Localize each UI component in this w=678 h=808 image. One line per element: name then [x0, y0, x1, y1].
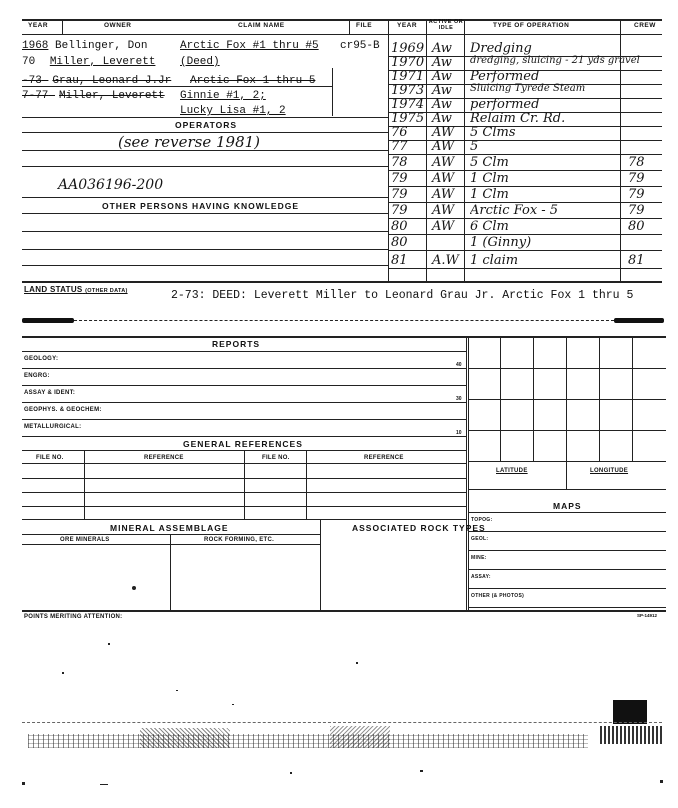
activity-year: 1974	[391, 97, 425, 112]
owner-claim: (Deed)	[180, 56, 220, 68]
report-row-label: GEOLOGY:	[24, 356, 59, 362]
maps-row-label: GEOL:	[471, 536, 489, 542]
activity-crew: 79	[628, 187, 645, 202]
maps-title: MAPS	[553, 501, 582, 511]
activity-status: Aw	[432, 55, 452, 70]
activity-status: Aw	[432, 111, 452, 126]
header-active-idle: ACTIVE OR IDLE	[428, 19, 464, 31]
activity-status: AW	[432, 155, 455, 170]
activity-operation: 5 Clm	[470, 155, 509, 170]
activity-operation: performed	[470, 97, 540, 112]
associated-rock-types: ASSOCIATED ROCK TYPES	[352, 523, 486, 533]
ref-col-file-no-2: FILE NO.	[262, 455, 290, 461]
header-owner: OWNER	[104, 22, 132, 29]
activity-year: 1975	[391, 111, 425, 126]
maps-row-label: ASSAY:	[471, 574, 491, 580]
activity-year: 80	[391, 235, 408, 250]
owner-claim: Arctic Fox #1 thru #5	[180, 40, 319, 52]
activity-operation: 1 Clm	[470, 171, 509, 186]
activity-status: AW	[432, 139, 455, 154]
report-rule	[22, 368, 466, 369]
activity-year: 79	[391, 203, 408, 218]
activity-status: AW	[432, 219, 455, 234]
activity-operation: Relaim Cr. Rd.	[470, 111, 566, 126]
activity-status: AW	[432, 171, 455, 186]
owner-name: Miller, Leverett	[49, 56, 156, 68]
owner-name: Grau, Leonard J.Jr	[52, 75, 172, 87]
activity-status: Aw	[432, 83, 452, 98]
activity-crew: 80	[628, 219, 645, 234]
activity-year: 80	[391, 219, 408, 234]
owner-claim: Ginnie #1, 2;	[180, 90, 266, 102]
activity-crew: 79	[628, 171, 645, 186]
activity-rule	[388, 268, 662, 269]
scan-noise-patch	[140, 728, 230, 748]
maps-rule	[468, 531, 666, 532]
operators-label: OPERATORS	[175, 120, 238, 130]
scan-block	[613, 700, 647, 724]
report-rule	[22, 402, 466, 403]
owner-claim: Arctic Fox 1 thru 5	[190, 75, 316, 87]
maps-row-label: TOPOG:	[471, 517, 493, 523]
activity-status: A.W	[432, 253, 459, 268]
owner-year: 70	[22, 56, 36, 68]
latitude-label: LATITUDE	[496, 468, 528, 474]
activity-operation: Arctic Fox - 5	[470, 203, 559, 218]
activity-rule	[388, 218, 662, 219]
activity-status: AW	[432, 203, 455, 218]
header-year-2: YEAR	[397, 22, 418, 29]
ref-col-reference-2: REFERENCE	[364, 455, 404, 461]
report-rule	[22, 385, 466, 386]
activity-status: AW	[432, 125, 455, 140]
activity-year: 79	[391, 187, 408, 202]
activity-operation: dredging, sluicing - 21 yds gravel	[470, 55, 640, 66]
activity-status: Aw	[432, 41, 452, 56]
owner-year: 1968	[22, 40, 49, 52]
ore-minerals-label: ORE MINERALS	[60, 537, 110, 543]
activity-year: 77	[391, 139, 408, 154]
ref-col-file-no: FILE NO.	[36, 455, 64, 461]
activity-operation: 5	[470, 139, 479, 154]
maps-rule	[468, 550, 666, 551]
report-row-code: 40	[456, 362, 462, 368]
activity-status: AW	[432, 187, 455, 202]
maps-rule	[468, 588, 666, 589]
owner-row	[22, 40, 147, 52]
activity-year: 76	[391, 125, 408, 140]
activity-year: 78	[391, 155, 408, 170]
activity-year: 81	[391, 253, 408, 268]
report-row-label: GEOPHYS. & GEOCHEM:	[24, 407, 102, 413]
maps-row-label: MINE:	[471, 555, 487, 561]
land-status-sublabel: (OTHER DATA)	[85, 288, 128, 294]
land-status-text: 2-73: DEED: Leverett Miller to Leonard Grau Jr. Arctic Fox 1 thru 5	[171, 289, 634, 302]
activity-year: 1969	[391, 41, 425, 56]
operators-note: (see reverse 1981)	[118, 133, 261, 151]
reports-title: REPORTS	[212, 339, 261, 349]
rock-forming-label: ROCK FORMING, ETC.	[204, 537, 275, 543]
activity-rule	[388, 154, 662, 155]
owner-year: -73	[22, 75, 42, 87]
scan-noise-bottom	[28, 734, 588, 748]
scan-noise-right	[600, 726, 662, 744]
owner-year: 7-77	[22, 90, 49, 102]
activity-operation: Performed	[470, 69, 540, 84]
land-status-title: LAND STATUS	[24, 285, 83, 294]
activity-operation: 5 Clms	[470, 125, 516, 140]
activity-year: 1971	[391, 69, 425, 84]
activity-rule	[388, 126, 662, 127]
points-meriting-attention: POINTS MERITING ATTENTION:	[24, 614, 123, 620]
activity-crew: 79	[628, 203, 645, 218]
maps-rule	[468, 607, 666, 608]
report-rule	[22, 419, 466, 420]
activity-year: 1970	[391, 55, 425, 70]
maps-rule	[468, 569, 666, 570]
activity-rule	[388, 186, 662, 187]
activity-rule	[388, 250, 662, 251]
activity-crew: 81	[628, 253, 645, 268]
longitude-label: LONGITUDE	[590, 468, 629, 474]
report-row-label: ASSAY & IDENT:	[24, 390, 76, 396]
header-file: FILE	[356, 22, 373, 29]
header-claim-name: CLAIM NAME	[238, 22, 285, 29]
report-row-label: ENGRG:	[24, 373, 50, 379]
activity-status: Aw	[432, 97, 452, 112]
activity-operation: Sluicing Tyrede Steam	[470, 83, 586, 94]
scan-mark-right	[614, 318, 664, 323]
header-year: YEAR	[28, 22, 49, 29]
owner-name: Bellinger, Don	[55, 40, 148, 52]
report-row-code: 10	[456, 430, 462, 436]
owner-row	[22, 90, 165, 102]
owner-claim: Lucky Lisa #1, 2	[180, 105, 286, 117]
scan-noise-patch	[330, 726, 390, 748]
header-type-of-operation: TYPE OF OPERATION	[493, 22, 570, 29]
activity-operation: 1 claim	[470, 253, 519, 268]
owner-row	[22, 56, 155, 68]
ref-col-reference: REFERENCE	[144, 455, 184, 461]
activity-year: 79	[391, 171, 408, 186]
general-references-title: GENERAL REFERENCES	[183, 439, 303, 449]
activity-operation: 1 (Ginny)	[470, 235, 532, 250]
activity-status: Aw	[432, 69, 452, 84]
maps-row-label: OTHER (& PHOTOS)	[471, 593, 525, 599]
land-status-label	[24, 285, 128, 294]
activity-year: 1973	[391, 83, 425, 98]
scan-mark-left	[22, 318, 74, 323]
mineral-assemblage-title: MINERAL ASSEMBLAGE	[110, 523, 229, 533]
activity-rule	[388, 170, 662, 171]
activity-crew: 78	[628, 155, 645, 170]
report-row-label: METALLURGICAL:	[24, 424, 82, 430]
owner-name: Miller, Leverett	[59, 90, 165, 102]
activity-rule	[388, 140, 662, 141]
dot-mark	[132, 586, 136, 590]
form-code: SP-14912	[637, 613, 658, 618]
owner-file: cr95-B	[340, 40, 380, 52]
activity-operation: Dredging	[470, 41, 532, 56]
activity-operation: 1 Clm	[470, 187, 509, 202]
aa-number: AA036196-200	[58, 177, 164, 193]
header-crew: CREW	[634, 22, 656, 29]
other-persons-label: OTHER PERSONS HAVING KNOWLEDGE	[102, 201, 300, 211]
report-row-code: 30	[456, 396, 462, 402]
activity-operation: 6 Clm	[470, 219, 509, 234]
